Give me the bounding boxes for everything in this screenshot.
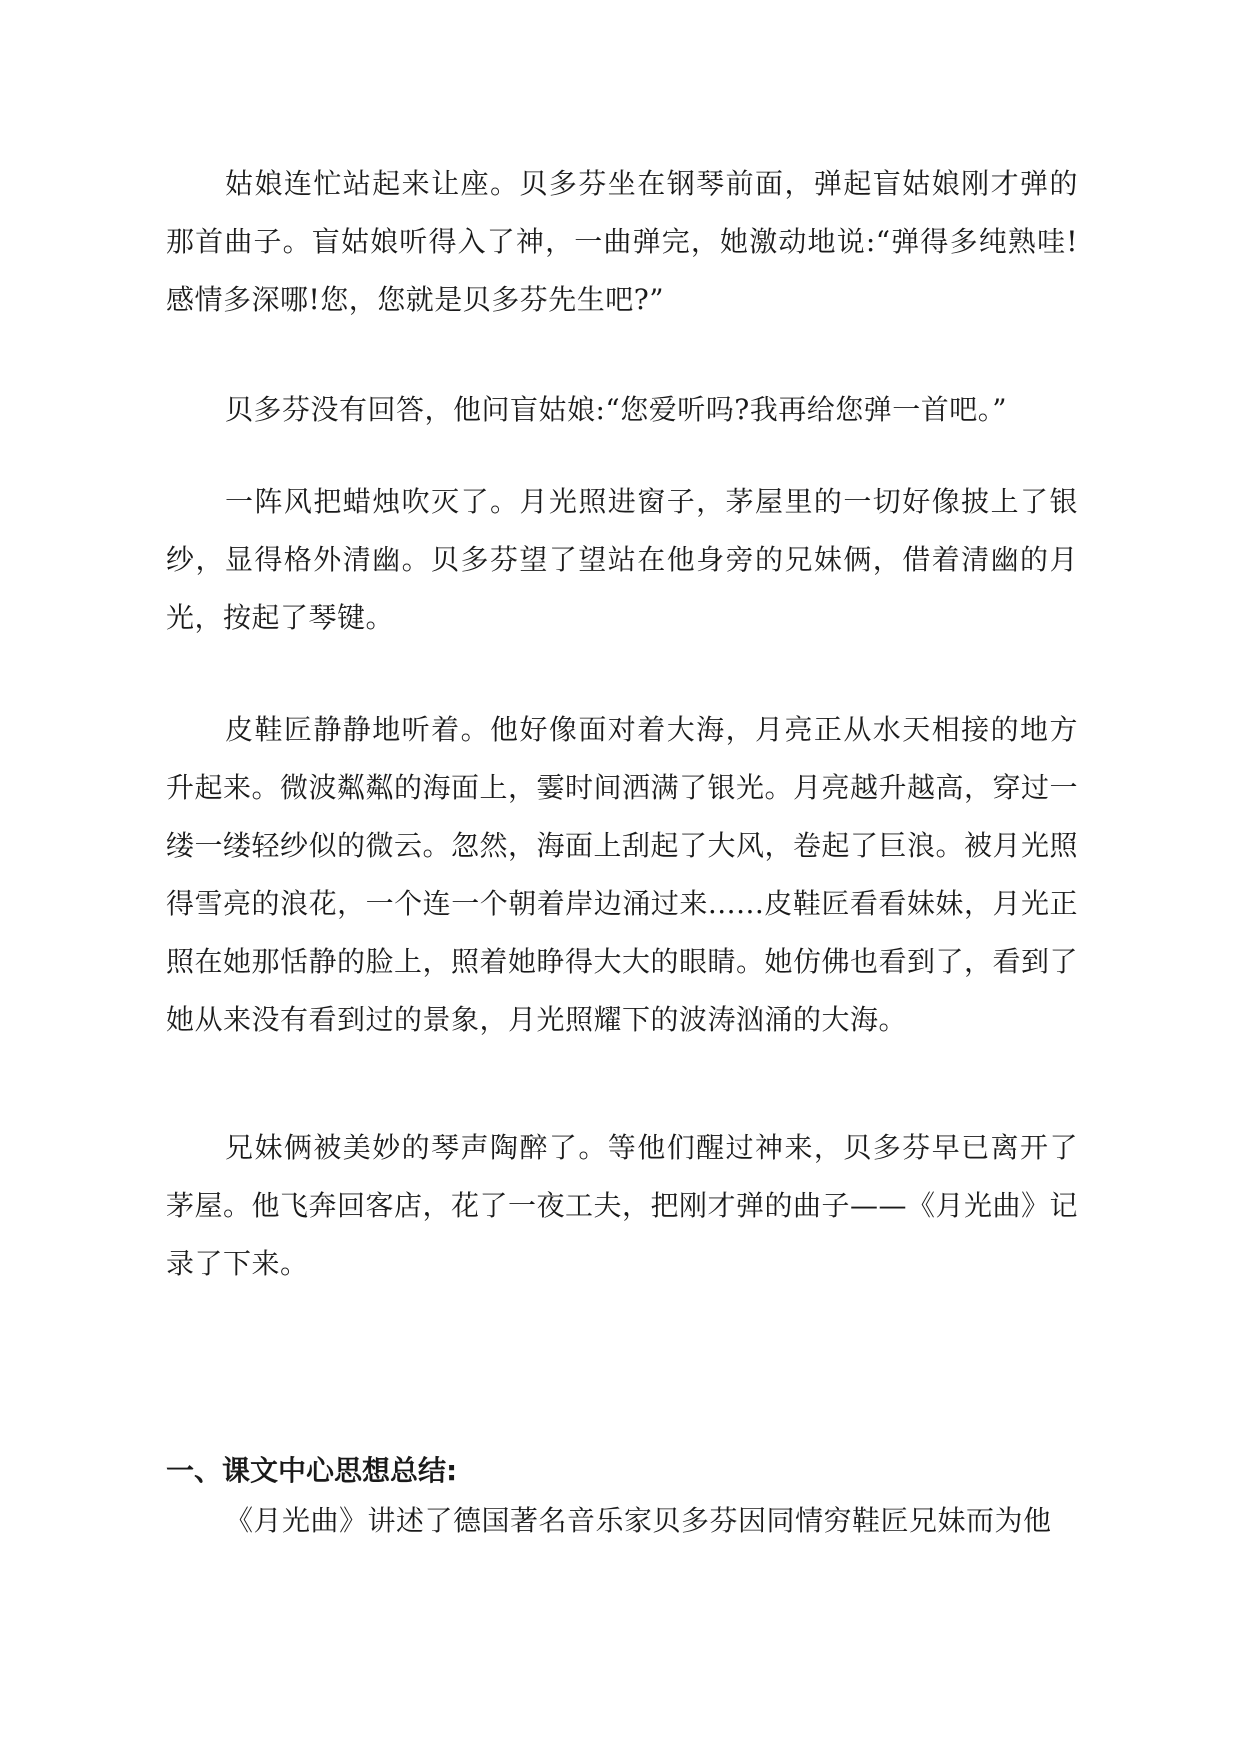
section-paragraph: 《月光曲》讲述了德国著名音乐家贝多芬因同情穷鞋匠兄妹而为他: [225, 1504, 1052, 1537]
paragraph-1: 姑娘连忙站起来让座。贝多芬坐在钢琴前面，弹起盲姑娘刚才弹的那首曲子。盲姑娘听得入了神，一曲弹完，她激动地说:“弹得多纯熟哇!感情多深哪!您，您就是贝多芬先生吧?”: [166, 167, 1078, 316]
paragraph-5: 兄妹俩被美妙的琴声陶醉了。等他们醒过神来，贝多芬早已离开了茅屋。他飞奔回客店，花了一夜工夫，把刚才弹的曲子——《月光曲》记录了下来。: [166, 1131, 1079, 1280]
paragraph-4: 皮鞋匠静静地听着。他好像面对着大海，月亮正从水天相接的地方升起来。微波粼粼的海面上，霎时间洒满了银光。月亮越升越高，穿过一缕一缕轻纱似的微云。忽然，海面上刮起了大风，卷起了巨浪。被月光照得雪亮的浪花，一个连一个朝着岸边涌过来......皮鞋匠看看妹妹，月光正照在她那恬静的脸上，照着她睁得大大的眼睛。她仿佛也看到了，看到了她从来没有看到过的景象，月光照耀下的波涛汹涌的大海。: [166, 713, 1079, 1036]
section-heading: 一、课文中心思想总结:: [166, 1454, 458, 1487]
paragraph-3: 一阵风把蜡烛吹灭了。月光照进窗子，茅屋里的一切好像披上了银纱，显得格外清幽。贝多芬望了望站在他身旁的兄妹俩，借着清幽的月光，按起了琴键。: [166, 485, 1078, 634]
paragraph-2: 贝多芬没有回答，他问盲姑娘:“您爱听吗?我再给您弹一首吧。”: [225, 393, 1008, 426]
